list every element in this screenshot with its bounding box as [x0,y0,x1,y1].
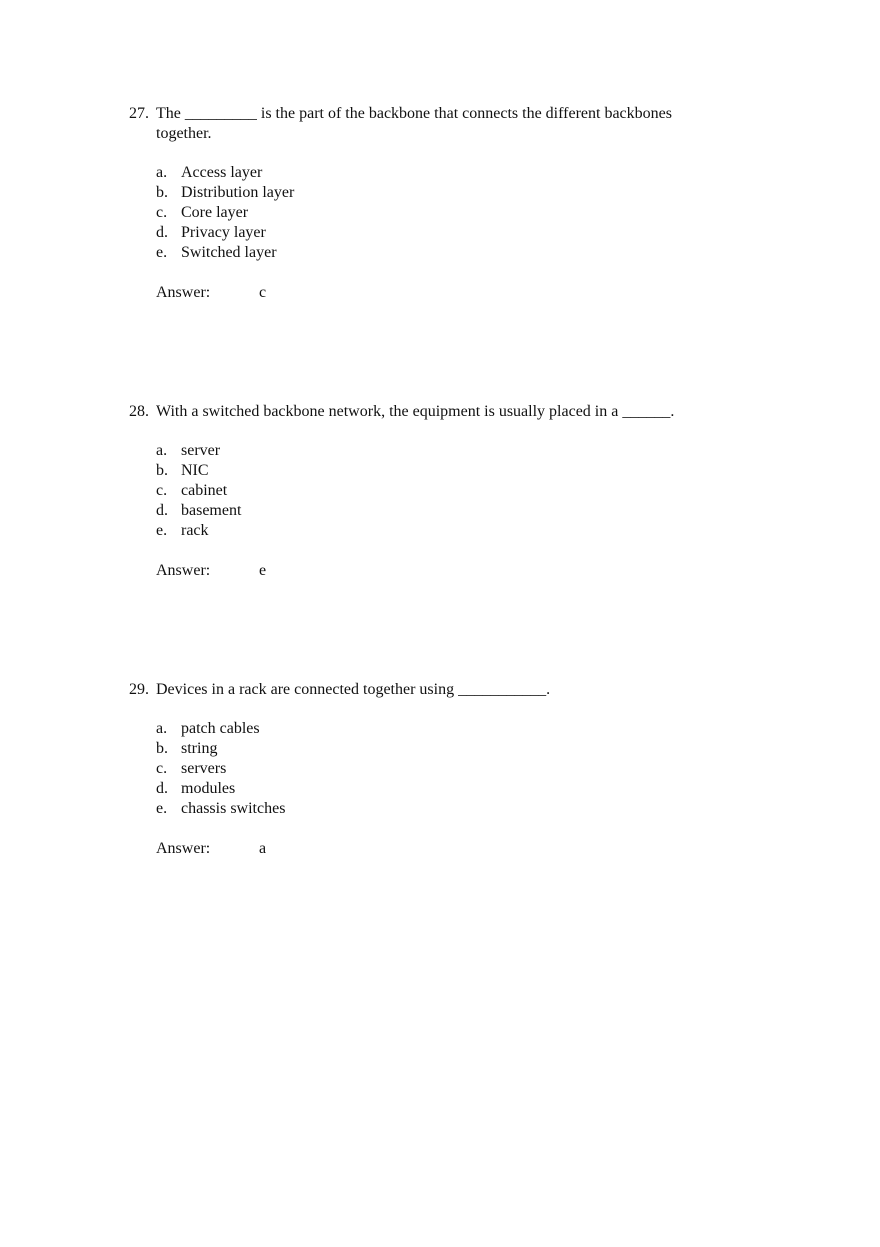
option-letter: c. [156,760,168,777]
answer-line [156,561,729,581]
option-text: cabinet [181,482,228,499]
option-c [156,203,729,223]
option-letter: e. [156,800,168,817]
option-text: Core layer [181,204,249,221]
option-a [156,163,729,183]
answer-line [156,839,729,859]
option-letter: e. [156,244,168,261]
option-letter: a. [156,442,168,459]
option-letter: d. [156,502,168,519]
option-b [156,183,729,203]
option-a [156,719,729,739]
option-letter: d. [156,780,168,797]
question-text-line-1: With a switched backbone network, the equipment is usually placed in a ______. [156,403,675,420]
option-e [156,799,729,819]
question-text-line-1: Devices in a rack are connected together using ___________. [156,681,551,698]
question-text-line-1: The _________ is the part of the backbone that connects the different backbones [156,105,672,122]
question-stem [129,680,729,700]
option-text: Privacy layer [181,224,266,241]
option-letter: a. [156,720,168,737]
option-d [156,779,729,799]
option-text: modules [181,780,236,797]
answer-line [156,283,729,303]
option-text: basement [181,502,242,519]
option-letter: b. [156,740,168,757]
option-text: rack [181,522,209,539]
option-list [156,719,729,819]
question-number: 29. [129,681,149,698]
answer-value: c [259,284,267,301]
option-text: string [181,740,218,757]
question-28 [129,402,729,581]
answer-value: e [259,562,267,579]
option-letter: b. [156,184,168,201]
question-text-line-2: together. [156,125,212,142]
option-letter: c. [156,204,168,221]
option-c [156,759,729,779]
option-letter: b. [156,462,168,479]
option-e [156,243,729,263]
option-d [156,501,729,521]
question-27 [129,104,729,303]
option-letter: c. [156,482,168,499]
question-29 [129,680,729,859]
option-b [156,461,729,481]
option-text: Switched layer [181,244,277,261]
answer-label: Answer: [156,840,211,857]
option-letter: d. [156,224,168,241]
question-stem [129,402,729,422]
option-list [156,441,729,541]
answer-value: a [259,840,267,857]
question-number: 28. [129,403,149,420]
question-number: 27. [129,105,149,122]
option-b [156,739,729,759]
option-text: server [181,442,221,459]
option-c [156,481,729,501]
question-stem [129,104,729,144]
option-e [156,521,729,541]
option-letter: e. [156,522,168,539]
answer-label: Answer: [156,562,211,579]
option-text: Access layer [181,164,263,181]
option-letter: a. [156,164,168,181]
option-text: NIC [181,462,209,479]
option-d [156,223,729,243]
option-a [156,441,729,461]
answer-label: Answer: [156,284,211,301]
option-text: chassis switches [181,800,286,817]
option-text: patch cables [181,720,260,737]
option-list [156,163,729,263]
option-text: servers [181,760,227,777]
option-text: Distribution layer [181,184,295,201]
